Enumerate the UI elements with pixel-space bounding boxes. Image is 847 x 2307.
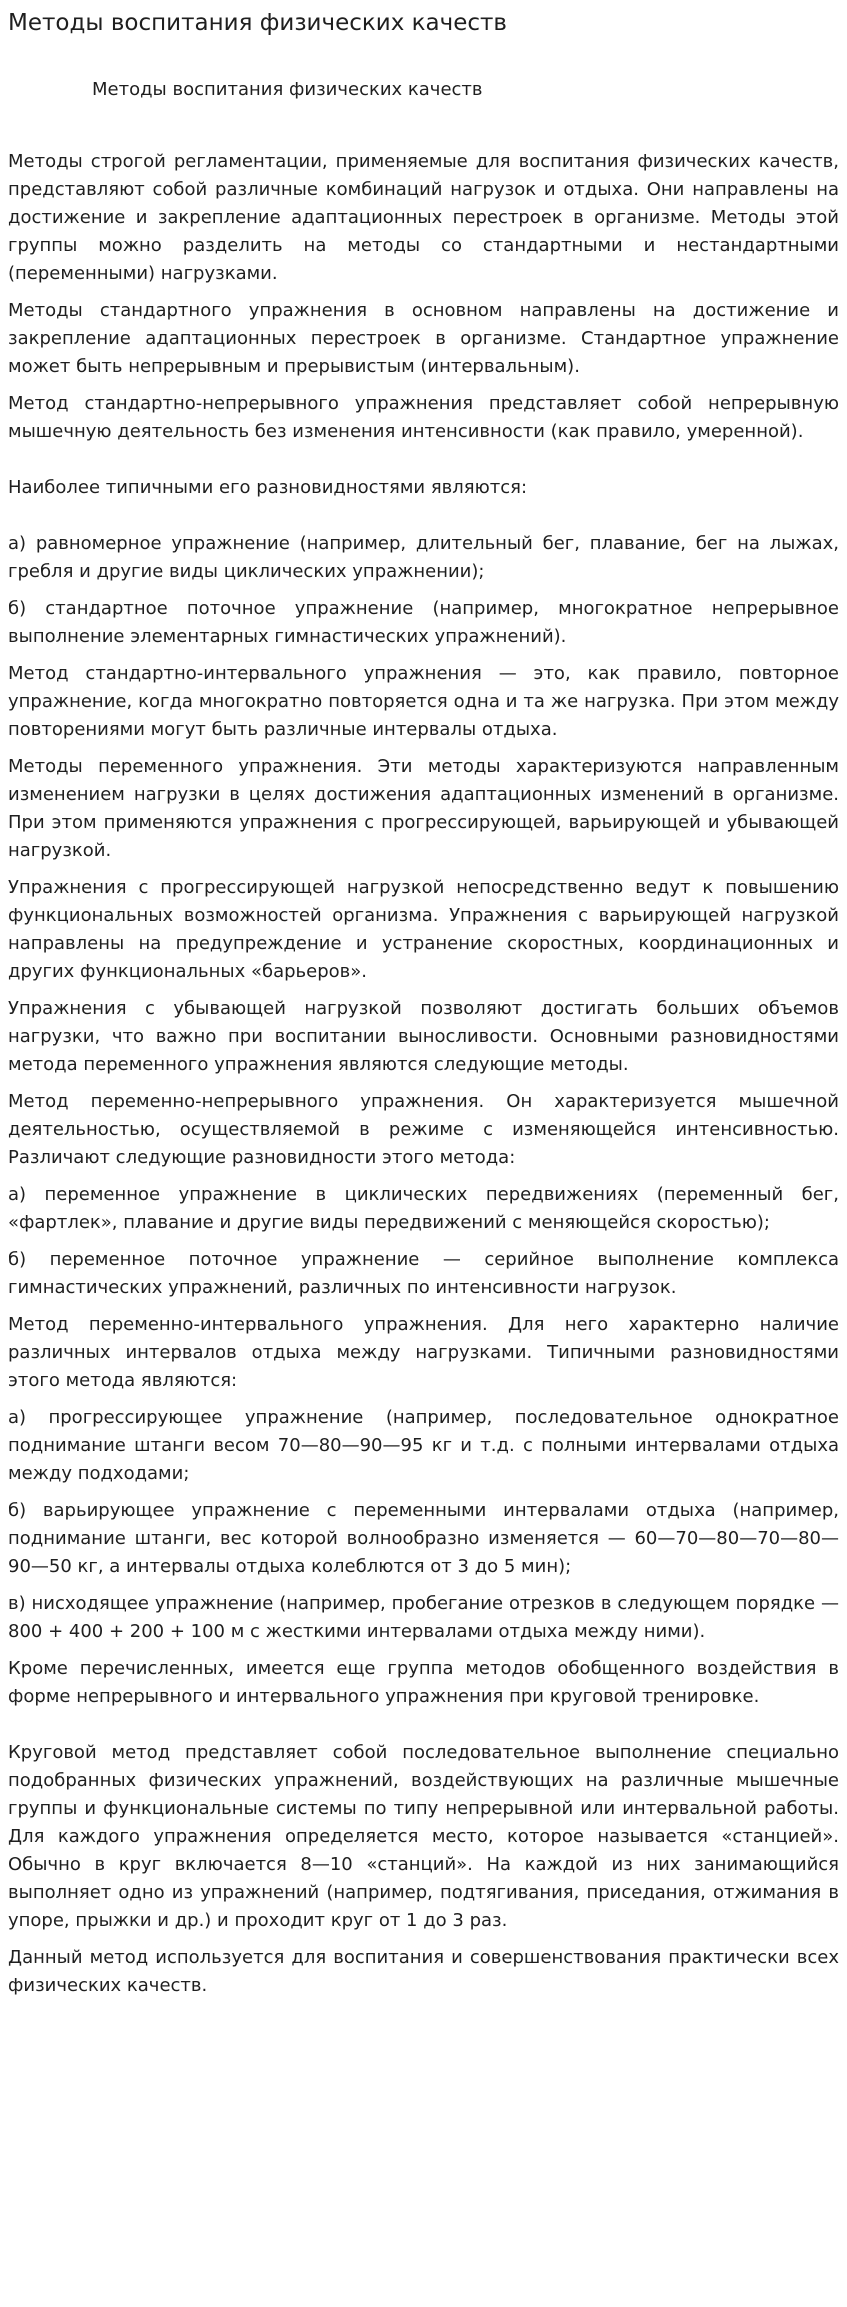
paragraph: Наиболее типичными его разновидностями являются: [8, 477, 528, 498]
paragraph: Методы строгой регламентации, применяемые для воспитания физических качеств, представляют собой различные комбинаций нагрузок и отдыха. Они направлены на достижение и закрепление адаптационных перестроек в организме. Методы этой группы можно разделить на методы со стандартными и нестандартными (переменными) нагрузками. [8, 151, 839, 284]
paragraph: Метод стандартно-непрерывного упражнения представляет собой непрерывную мышечную деятельность без изменения интенсивности (как правило, умеренной). [8, 393, 839, 442]
paragraph: Методы стандартного упражнения в основном направлены на достижение и закрепление адаптационных перестроек в организме. Стандартное упражнение может быть непрерывным и прерывистым (интервальным). [8, 300, 839, 377]
list-item: а) равномерное упражнение (например, длительный бег, плавание, бег на лыжах, гребля и другие виды циклических упражнении); [8, 533, 839, 582]
list-item: б) стандартное поточное упражнение (например, многократное непрерывное выполнение элементарных гимнастических упражнений). [8, 598, 839, 647]
list-item: б) переменное поточное упражнение — серийное выполнение комплекса гимнастических упражнений, различных по интенсивности нагрузок. [8, 1249, 839, 1298]
article-body [8, 148, 839, 2000]
list-item: в) нисходящее упражнение (например, пробегание отрезков в следующем порядке — 800 + 400 + 200 + 100 м с жесткими интервалами отдыха между ними). [8, 1593, 839, 1642]
paragraph: Упражнения с прогрессирующей нагрузкой непосредственно ведут к повышению функциональных возможностей организма. Упражнения с варьирующей нагрузкой направлены на предупреждение и устранение скоростных, координационных и других функциональных «барьеров». [8, 877, 839, 982]
page-title: Методы воспитания физических качеств [8, 10, 507, 36]
list-item: б) варьирующее упражнение с переменными интервалами отдыха (например, поднимание штанги, вес которой волнообразно изменяется — 60—70—80—70—80—90—50 кг, а интервалы отдыха колеблются от 3 до 5 мин); [8, 1500, 839, 1577]
article-subtitle: Методы воспитания физических качеств [92, 79, 483, 100]
paragraph: Круговой метод представляет собой последовательное выполнение специально подобранных физических упражнений, воздействующих на различные мышечные группы и функциональные системы по типу непрерывной или интервальной работы. Для каждого упражнения определяется место, которое называется «станцией». Обычно в круг включается 8—10 «станций». На каждой из них занимающийся выполняет одно из упражнений (например, подтягивания, приседания, отжимания в упоре, прыжки и др.) и проходит круг от 1 до 3 раз. [8, 1742, 839, 1931]
list-item: а) переменное упражнение в циклических передвижениях (переменный бег, «фартлек», плавание и другие виды передвижений с меняющейся скоростью); [8, 1184, 839, 1233]
paragraph: Метод переменно-непрерывного упражнения. Он характеризуется мышечной деятельностью, осуществляемой в режиме с изменяющейся интенсивностью. Различают следующие разновидности этого метода: [8, 1091, 839, 1168]
paragraph: Метод стандартно-интервального упражнения — это, как правило, повторное упражнение, когда многократно повторяется одна и та же нагрузка. При этом между повторениями могут быть различные интервалы отдыха. [8, 663, 839, 740]
paragraph: Данный метод используется для воспитания и совершенствования практически всех физических качеств. [8, 1947, 839, 1996]
paragraph: Методы переменного упражнения. Эти методы характеризуются направленным изменением нагрузки в целях достижения адаптационных изменений в организме. При этом применяются упражнения с прогрессирующей, варьирующей и убывающей нагрузкой. [8, 756, 839, 861]
paragraph: Кроме перечисленных, имеется еще группа методов обобщенного воздействия в форме непрерывного и интервального упражнения при круговой тренировке. [8, 1658, 839, 1707]
paragraph: Упражнения с убывающей нагрузкой позволяют достигать больших объемов нагрузки, что важно при воспитании выносливости. Основными разновидностями метода переменного упражнения являются следующие методы. [8, 998, 839, 1075]
list-item: а) прогрессирующее упражнение (например, последовательное однократное поднимание штанги весом 70—80—90—95 кг и т.д. с полными интервалами отдыха между подходами; [8, 1407, 839, 1484]
paragraph: Метод переменно-интервального упражнения. Для него характерно наличие различных интервалов отдыха между нагрузками. Типичными разновидностями этого метода являются: [8, 1314, 839, 1391]
